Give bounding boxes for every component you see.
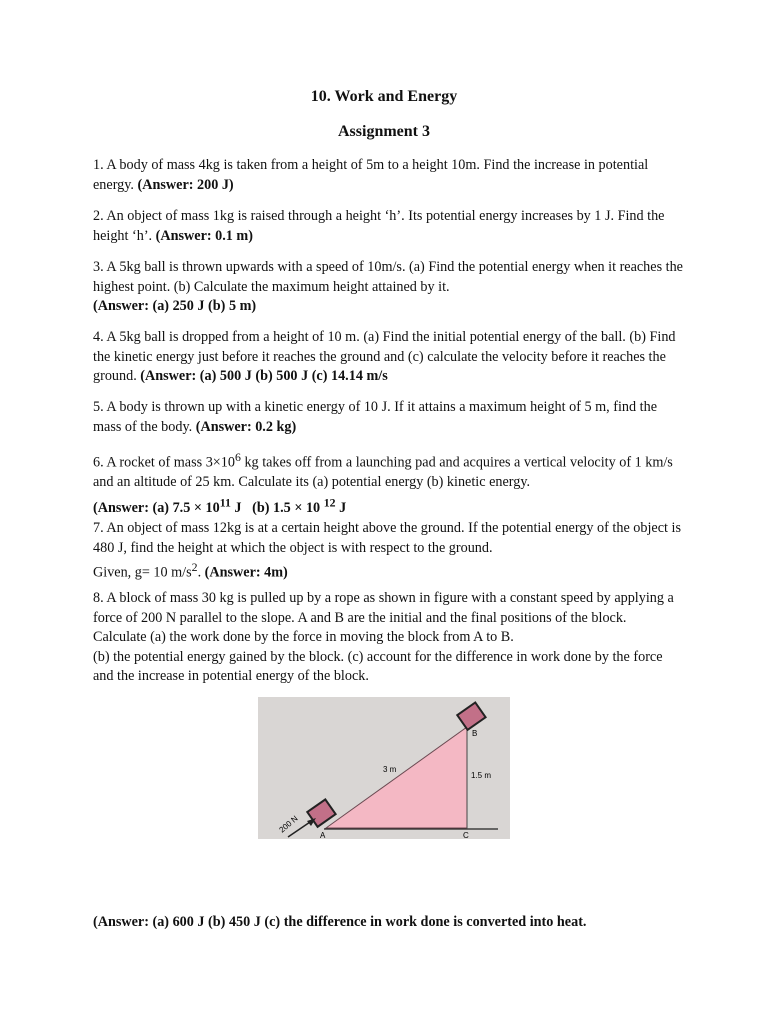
slope-length-label: 3 m (383, 765, 397, 774)
question-4 (93, 328, 683, 387)
question-text: 7. An object of mass 12kg is at a certain height above the ground. If the potential energy of the object is 480 J, find the height at which the object is with respect to the ground. (93, 520, 681, 556)
question-text: 6. A rocket of mass 3×10 (93, 454, 235, 471)
question-answer: (Answer: (a) 250 J (b) 5 m) (93, 298, 257, 315)
question-answer: (Answer: 0.2 kg) (195, 418, 297, 435)
question-text: 5. A body is thrown up with a kinetic energy of 10 J. If it attains a maximum height of 5 m, find the mass of the body. (93, 399, 657, 435)
question-answer: (Answer: 4m) (204, 564, 288, 581)
question-given-end: . (197, 564, 202, 581)
answer-b: (b) 1.5 × 10 (252, 499, 324, 516)
point-c-label: C (463, 831, 469, 839)
page-title: 10. Work and Energy (310, 88, 458, 105)
answer-a: (Answer: (a) 7.5 × 10 (93, 499, 220, 516)
question-7 (93, 519, 683, 584)
question-answer: (Answer: 0.1 m) (155, 227, 253, 244)
question-6 (93, 448, 683, 518)
question-5 (93, 398, 683, 437)
incline-diagram (258, 697, 510, 839)
question-given: Given, g= 10 m/s (93, 564, 192, 581)
force-label: 200 N (277, 813, 300, 835)
block-b (457, 702, 485, 729)
question-answer (93, 494, 347, 516)
question-1 (93, 156, 683, 195)
question-2 (93, 207, 683, 246)
answer-b-exponent: 12 (323, 494, 336, 509)
answer-b-unit: J (335, 499, 347, 516)
final-answer: (Answer: (a) 600 J (b) 450 J (c) the difference in work done is converted into heat. (93, 914, 587, 930)
question-text: 1. A body of mass 4kg is taken from a height of 5m to a height 10m. Find the increase in potential energy. (93, 157, 649, 193)
height-label: 1.5 m (471, 771, 492, 780)
answer-a-exponent: 11 (219, 494, 231, 509)
point-a-label: A (320, 831, 326, 839)
question-answer: (Answer: 200 J) (137, 176, 234, 193)
question-3 (93, 258, 683, 317)
question-text-superscript: 6 (234, 450, 241, 464)
page-subtitle: Assignment 3 (337, 123, 430, 140)
question-text: 3. A 5kg ball is thrown upwards with a speed of 10m/s. (a) Find the potential energy when it reaches the highest point. (b) Calculate the maximum height attained by it. (93, 259, 683, 295)
incline-triangle (326, 727, 467, 828)
answer-a-unit: J (230, 499, 242, 516)
question-8 (93, 589, 683, 687)
question-answer: (Answer: (a) 500 J (b) 500 J (c) 14.14 m/s (140, 368, 388, 385)
question-text: 4. A 5kg ball is dropped from a height of 10 m. (a) Find the initial potential energy of the ball. (b) Find the kinetic energy just before it reaches the ground and (c) calculate the velocity before it reaches the ground. (93, 329, 676, 385)
incline-figure (258, 697, 510, 839)
question-text: 8. A block of mass 30 kg is pulled up by a rope as shown in figure with a constant speed by applying a force of 200 N parallel to the slope. A and B are the initial and the final positions of the block. Calculate (a) the work done by the force in moving the block from A to B. (93, 590, 674, 646)
question-text: 2. An object of mass 1kg is raised through a height ‘h’. Its potential energy increases by 1 J. Find the height ‘h’. (93, 208, 665, 244)
question-text-continued: (b) the potential energy gained by the block. (c) account for the difference in work done by the force and the increase in potential energy of the block. (93, 648, 663, 685)
question-given-exponent: 2 (191, 560, 198, 575)
point-b-label: B (472, 729, 478, 738)
question-text-continued: kg takes off from a launching pad and acquires a vertical velocity of 1 km/s and an altitude of 25 km. Calculate its (a) potential energy (b) kinetic energy. (93, 454, 673, 491)
